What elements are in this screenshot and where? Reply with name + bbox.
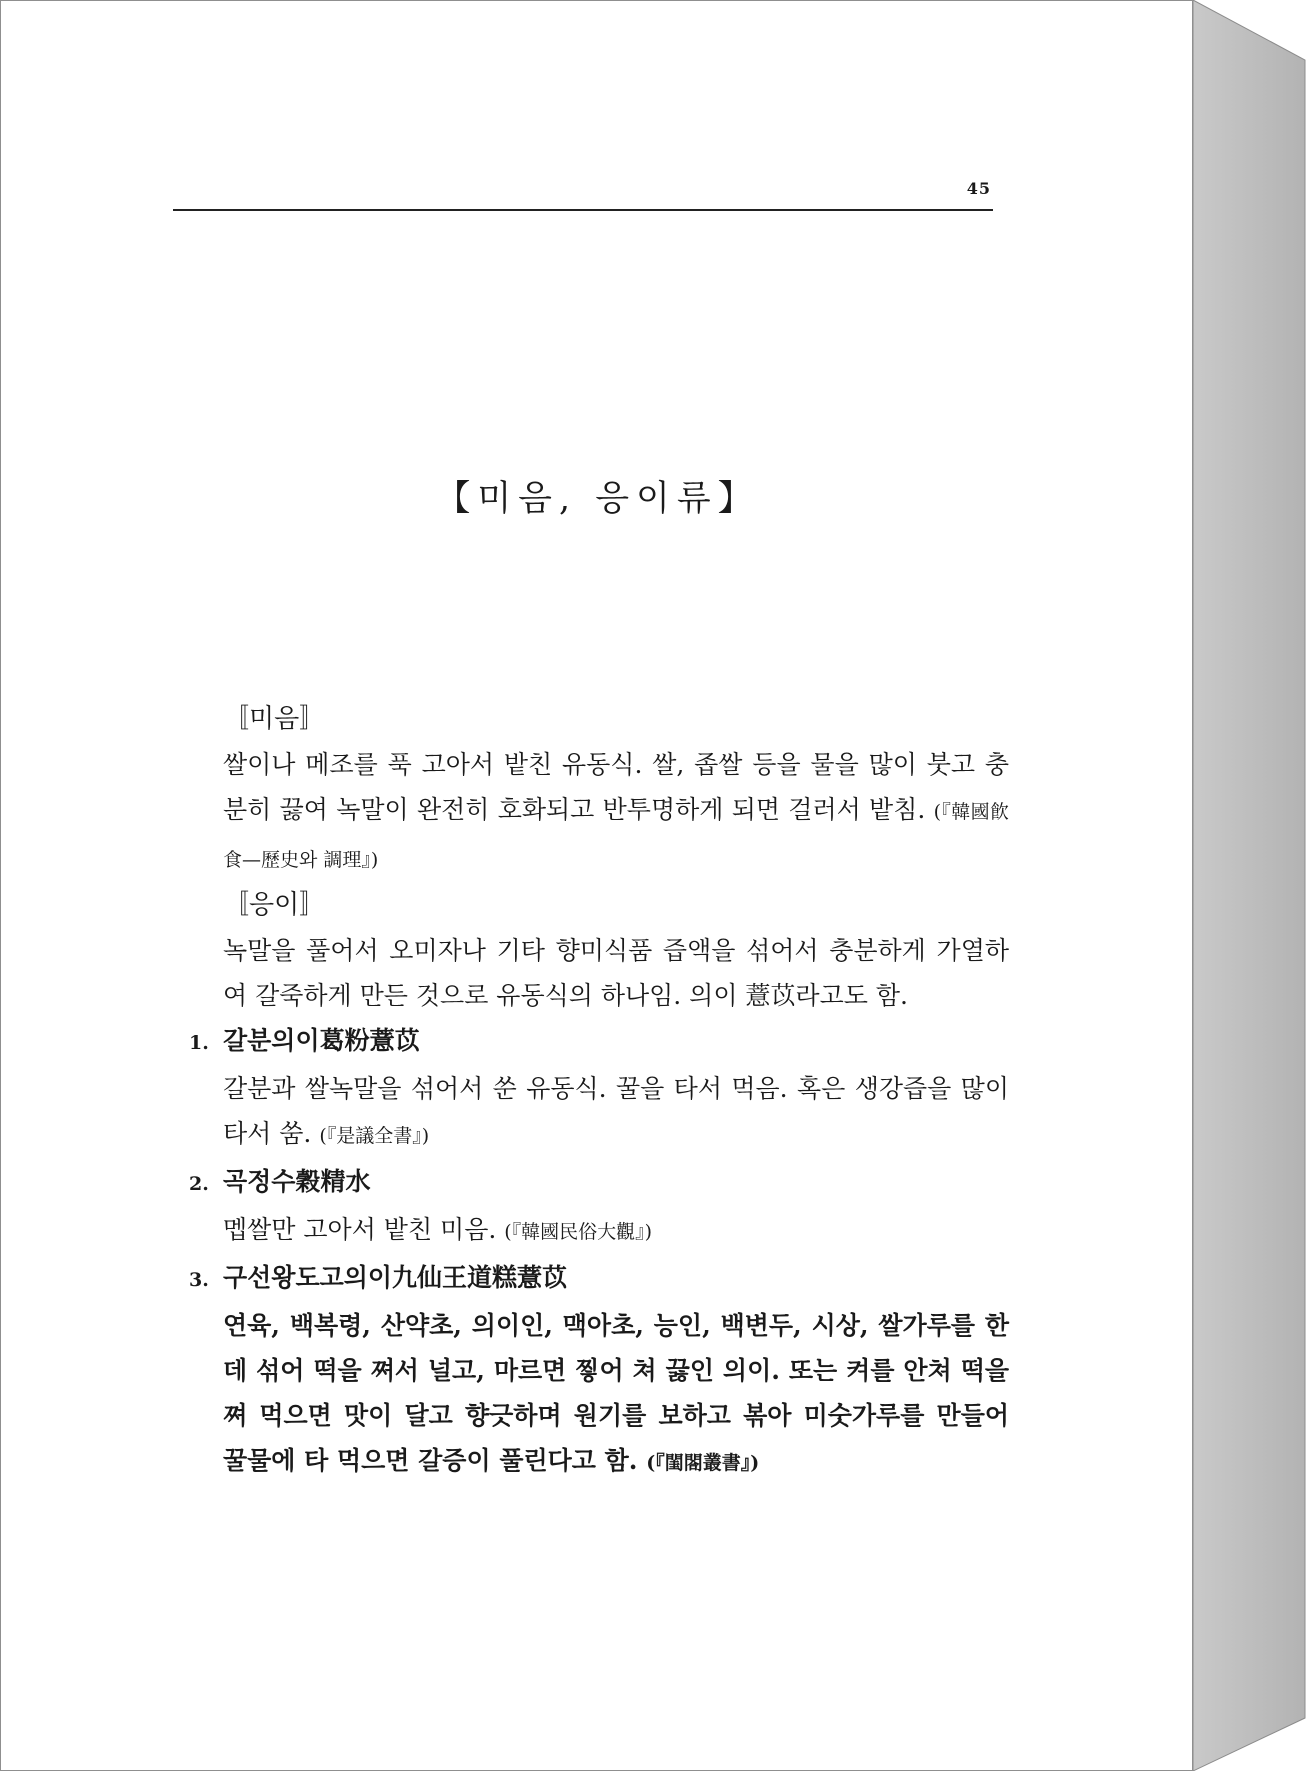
item-title: 구선왕도고의이九仙王道糕薏苡 (223, 1263, 568, 1292)
item-source: (『是議全書』) (319, 1125, 430, 1147)
item-number: 3. (189, 1269, 209, 1291)
item-3-body (189, 1303, 1009, 1486)
item-2-heading (189, 1159, 1009, 1207)
item-2-body (189, 1207, 1009, 1255)
page-number: 45 (966, 179, 991, 198)
item-3-heading (189, 1255, 1009, 1303)
entry-text-mieum (189, 742, 1009, 883)
item-text: 연육, 백복령, 산약초, 의이인, 맥아초, 능인, 백변두, 시상, 쌀가루를 한데 섞어 떡을 쪄서 널고, 마르면 찧어 쳐 끓인 의이. 또는 켜를 안쳐 떡을 쪄 먹으면 맛이 달고 향긋하며 원기를 보하고 볶아 미숫가루를 만들어 꿀물에 타 먹으면 갈증이 풀린다고 함. (223, 1311, 1009, 1475)
entry-source: (『韓國飮食—歷史와 調理』) (223, 801, 1009, 871)
item-1-body (189, 1066, 1009, 1159)
body-text (189, 697, 1009, 1486)
item-text: 갈분과 쌀녹말을 섞어서 쑨 유동식. 꿀을 타서 먹음. 혹은 생강즙을 많이 타서 쑴. (223, 1074, 1009, 1148)
header-rule (173, 209, 993, 211)
item-text: 멥쌀만 고아서 밭친 미음. (223, 1215, 497, 1244)
book-spine-edge (1193, 0, 1307, 1771)
book-edge-shape (1193, 0, 1307, 1771)
entry-text-eungi: 녹말을 풀어서 오미자나 기타 향미식품 즙액을 섞어서 충분하게 가열하여 갈죽하게 만든 것으로 유동식의 하나임. 의이 薏苡라고도 함. (223, 936, 1009, 1010)
entry-definition: 쌀이나 메조를 푹 고아서 밭친 유동식. 쌀, 좁쌀 등을 물을 많이 붓고 충분히 끓여 녹말이 완전히 호화되고 반투명하게 되면 걸러서 밭침. (223, 750, 1009, 824)
section-title: 【미음, 응이류】 (435, 479, 760, 519)
item-number: 1. (189, 1032, 209, 1054)
item-source: (『閨閤叢書』) (646, 1452, 760, 1474)
entry-label-mieum: 〚미음〛 (223, 704, 326, 734)
item-title: 갈분의이葛粉薏苡 (223, 1026, 420, 1055)
entry-label-eungi: 〚응이〛 (223, 890, 326, 920)
item-number: 2. (189, 1173, 209, 1195)
item-source: (『韓國民俗大觀』) (504, 1221, 653, 1243)
item-1-heading (189, 1018, 1009, 1066)
item-title: 곡정수穀精水 (223, 1167, 371, 1196)
